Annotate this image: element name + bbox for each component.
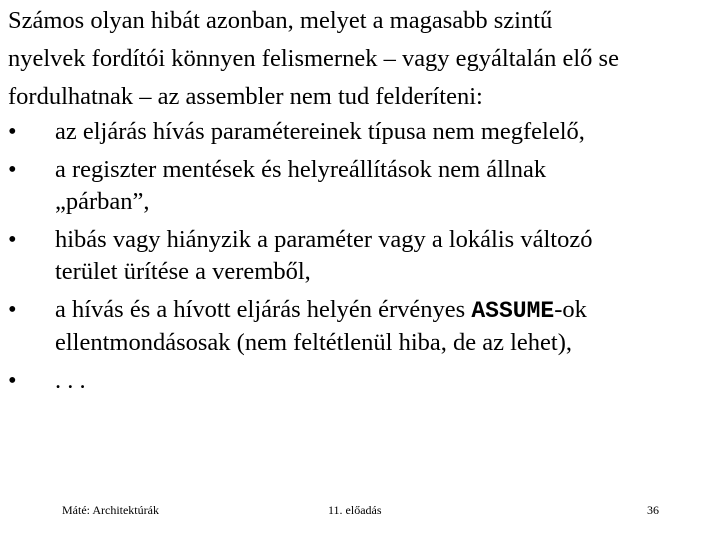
bullet-5-ellipsis: . . . <box>55 367 86 394</box>
bullet-marker: • <box>8 156 17 183</box>
intro-line-3: fordulhatnak – az assembler nem tud felderíteni: <box>8 83 483 110</box>
bullet-item-2 <box>8 154 714 218</box>
bullet-item-5 <box>8 365 714 397</box>
bullet-item-1 <box>8 116 714 148</box>
footer-lecture-number: 11. előadás <box>328 503 382 517</box>
bullet-marker: • <box>8 367 17 394</box>
footer-course-title: Máté: Architektúrák <box>62 503 159 517</box>
bullet-marker: • <box>8 296 17 323</box>
bullet-1-line-1: az eljárás hívás paramétereinek típusa nem megfelelő, <box>55 118 585 145</box>
bullet-2-line-2: „párban”, <box>55 188 150 215</box>
intro-line-2: nyelvek fordítói könnyen felismernek – vagy egyáltalán elő se <box>8 45 619 72</box>
bullet-3-line-1: hibás vagy hiányzik a paraméter vagy a lokális változó <box>55 226 593 253</box>
footer-page-number: 36 <box>647 503 659 517</box>
intro-line-1: Számos olyan hibát azonban, melyet a magasabb szintű <box>8 7 553 34</box>
intro-paragraph <box>8 2 714 116</box>
bullet-item-4 <box>8 294 714 359</box>
bullet-item-3 <box>8 224 714 288</box>
bullet-2-line-1: a regiszter mentések és helyreállítások nem állnak <box>55 156 547 183</box>
bullet-list <box>8 116 714 403</box>
bullet-marker: • <box>8 226 17 253</box>
bullet-4-text-post: -ok <box>554 296 587 323</box>
bullet-marker: • <box>8 118 17 145</box>
bullet-3-line-2: terület ürítése a veremből, <box>55 258 311 285</box>
assume-keyword: ASSUME <box>471 298 555 324</box>
bullet-4-line-1 <box>55 294 714 327</box>
bullet-4-line-2: ellentmondásosak (nem feltétlenül hiba, de az lehet), <box>55 329 573 356</box>
bullet-4-text-pre: a hívás és a hívott eljárás helyén érvényes <box>55 296 472 323</box>
